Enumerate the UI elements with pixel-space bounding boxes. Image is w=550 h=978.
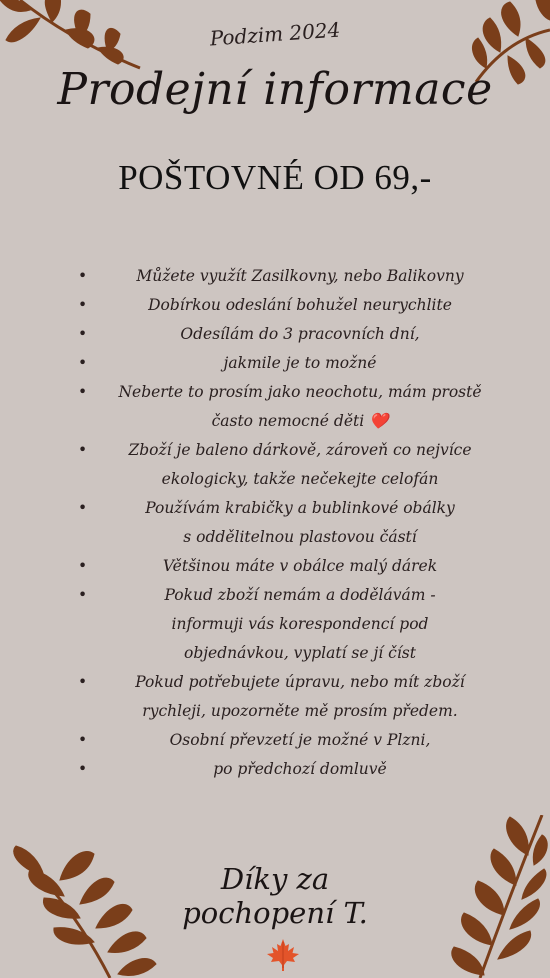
thanks-line-1: Díky za — [220, 862, 330, 896]
info-list — [78, 262, 508, 784]
bullet-icon: • — [78, 673, 88, 691]
list-item-text: Osobní převzetí je možné v Plzni, — [169, 731, 431, 749]
bullet-icon: • — [78, 731, 88, 749]
list-item — [78, 494, 508, 552]
list-item-text: po předchozí domluvě — [213, 760, 387, 778]
bullet-icon: • — [78, 383, 88, 401]
list-item — [78, 436, 508, 494]
list-item — [78, 668, 508, 726]
list-item-text: Pokud zboží nemám a dodělávám - informuji vás korespondencí pod objednávkou, vyplatí se jí číst — [164, 586, 436, 662]
season-label: Podzim 2024 — [208, 17, 342, 51]
maple-leaf-icon — [266, 938, 300, 972]
list-item — [78, 755, 508, 784]
list-item-text: Používám krabičky a bublinkové obálky s oddělitelnou plastovou částí — [145, 499, 455, 546]
list-item-text: Odesílám do 3 pracovních dní, — [180, 325, 420, 343]
list-item-text: Neberte to prosím jako neochotu, mám prostě často nemocné děti ❤️ — [118, 383, 482, 430]
bullet-icon: • — [78, 441, 88, 459]
list-item — [78, 320, 508, 349]
thanks-message — [0, 862, 550, 930]
list-item — [78, 349, 508, 378]
list-item — [78, 291, 508, 320]
shipping-price-heading: POŠTOVNÉ OD 69,- — [118, 158, 432, 197]
list-item — [78, 726, 508, 755]
bullet-icon: • — [78, 354, 88, 372]
bullet-icon: • — [78, 760, 88, 778]
list-item-text: Pokud potřebujete úpravu, nebo mít zboží rychleji, upozorněte mě prosím předem. — [135, 673, 465, 720]
list-item — [78, 581, 508, 668]
bullet-icon: • — [78, 499, 88, 517]
bullet-icon: • — [78, 586, 88, 604]
list-item-text: jakmile je to možné — [223, 354, 377, 372]
page-title: Prodejní informace — [57, 64, 493, 115]
list-item — [78, 262, 508, 291]
list-item-text: Zboží je baleno dárkově, zároveň co nejvíce ekologicky, takže nečekejte celofán — [128, 441, 472, 488]
list-item-text: Většinou máte v obálce malý dárek — [162, 557, 438, 575]
list-item — [78, 378, 508, 436]
bullet-icon: • — [78, 296, 88, 314]
bullet-icon: • — [78, 557, 88, 575]
bullet-icon: • — [78, 325, 88, 343]
list-item — [78, 552, 508, 581]
bullet-icon: • — [78, 267, 88, 285]
list-item-text: Můžete využít Zasilkovny, nebo Balikovny — [136, 267, 464, 285]
list-item-text: Dobírkou odeslání bohužel neurychlite — [148, 296, 452, 314]
thanks-line-2: pochopení T. — [182, 896, 368, 930]
